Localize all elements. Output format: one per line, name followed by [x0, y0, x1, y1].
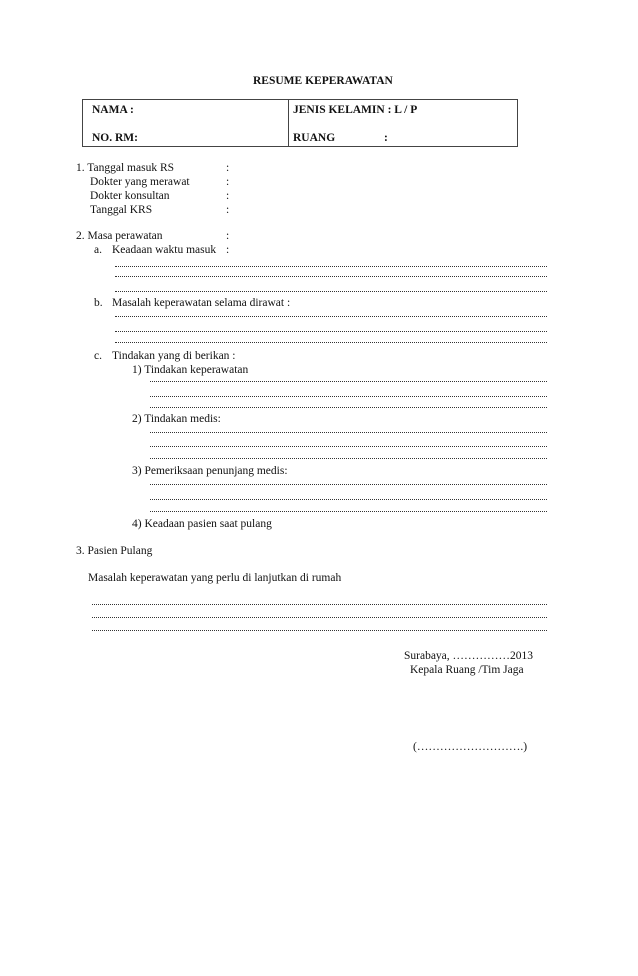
fill-line: [150, 484, 547, 486]
fill-line: [115, 276, 547, 278]
fill-line: [92, 604, 547, 606]
signature-name-blank: (……………………….): [413, 741, 528, 753]
tanggal-masuk-label: 1. Tanggal masuk RS: [76, 162, 175, 174]
item-c-marker: c.: [94, 350, 102, 362]
dokter-merawat-label: Dokter yang merawat: [90, 176, 190, 188]
jenis-kelamin-label: JENIS KELAMIN : L / P: [293, 104, 418, 116]
item-b-marker: b.: [94, 297, 103, 309]
masalah-dilanjutkan-label: Masalah keperawatan yang perlu di lanjutkan di rumah: [88, 572, 342, 584]
fill-line: [92, 630, 547, 632]
keadaan-pulang-label: 4) Keadaan pasien saat pulang: [132, 518, 272, 530]
fill-line: [115, 316, 547, 318]
tindakan-medis-label: 2) Tindakan medis:: [132, 413, 221, 425]
fill-line: [150, 396, 547, 398]
no-rm-label: NO. RM:: [92, 132, 138, 144]
pasien-pulang-heading: 3. Pasien Pulang: [76, 545, 153, 557]
masalah-selama-dirawat-label: Masalah keperawatan selama dirawat :: [112, 297, 291, 309]
fill-line: [150, 511, 547, 513]
masa-perawatan-label: 2. Masa perawatan: [76, 230, 163, 242]
fill-line: [115, 331, 547, 333]
fill-line: [150, 432, 547, 434]
fill-line: [150, 458, 547, 460]
pemeriksaan-penunjang-label: 3) Pemeriksaan penunjang medis:: [132, 465, 288, 477]
tindakan-keperawatan-label: 1) Tindakan keperawatan: [132, 364, 249, 376]
fill-line: [115, 291, 547, 293]
nama-label: NAMA :: [92, 104, 134, 116]
dokter-merawat-colon: :: [226, 176, 230, 188]
place-date: Surabaya, ……………2013: [404, 650, 534, 662]
masa-perawatan-colon: :: [226, 230, 230, 242]
keadaan-masuk-colon: :: [226, 244, 230, 256]
header-divider: [288, 100, 289, 146]
item-a-marker: a.: [94, 244, 102, 256]
ruang-label: RUANG: [293, 132, 336, 144]
fill-line: [92, 617, 547, 619]
fill-line: [150, 381, 547, 383]
signer-role: Kepala Ruang /Tim Jaga: [410, 664, 524, 676]
fill-line: [150, 446, 547, 448]
fill-line: [115, 266, 547, 268]
tanggal-krs-colon: :: [226, 204, 230, 216]
ruang-colon: :: [384, 132, 388, 144]
dokter-konsultan-colon: :: [226, 190, 230, 202]
fill-line: [150, 407, 547, 409]
keadaan-masuk-label: Keadaan waktu masuk: [112, 244, 217, 256]
fill-line: [115, 342, 547, 344]
tanggal-masuk-colon: :: [226, 162, 230, 174]
tindakan-diberikan-label: Tindakan yang di berikan :: [112, 350, 236, 362]
tanggal-krs-label: Tanggal KRS: [90, 204, 153, 216]
page-title: RESUME KEPERAWATAN: [253, 75, 393, 87]
dokter-konsultan-label: Dokter konsultan: [90, 190, 170, 202]
fill-line: [150, 499, 547, 501]
